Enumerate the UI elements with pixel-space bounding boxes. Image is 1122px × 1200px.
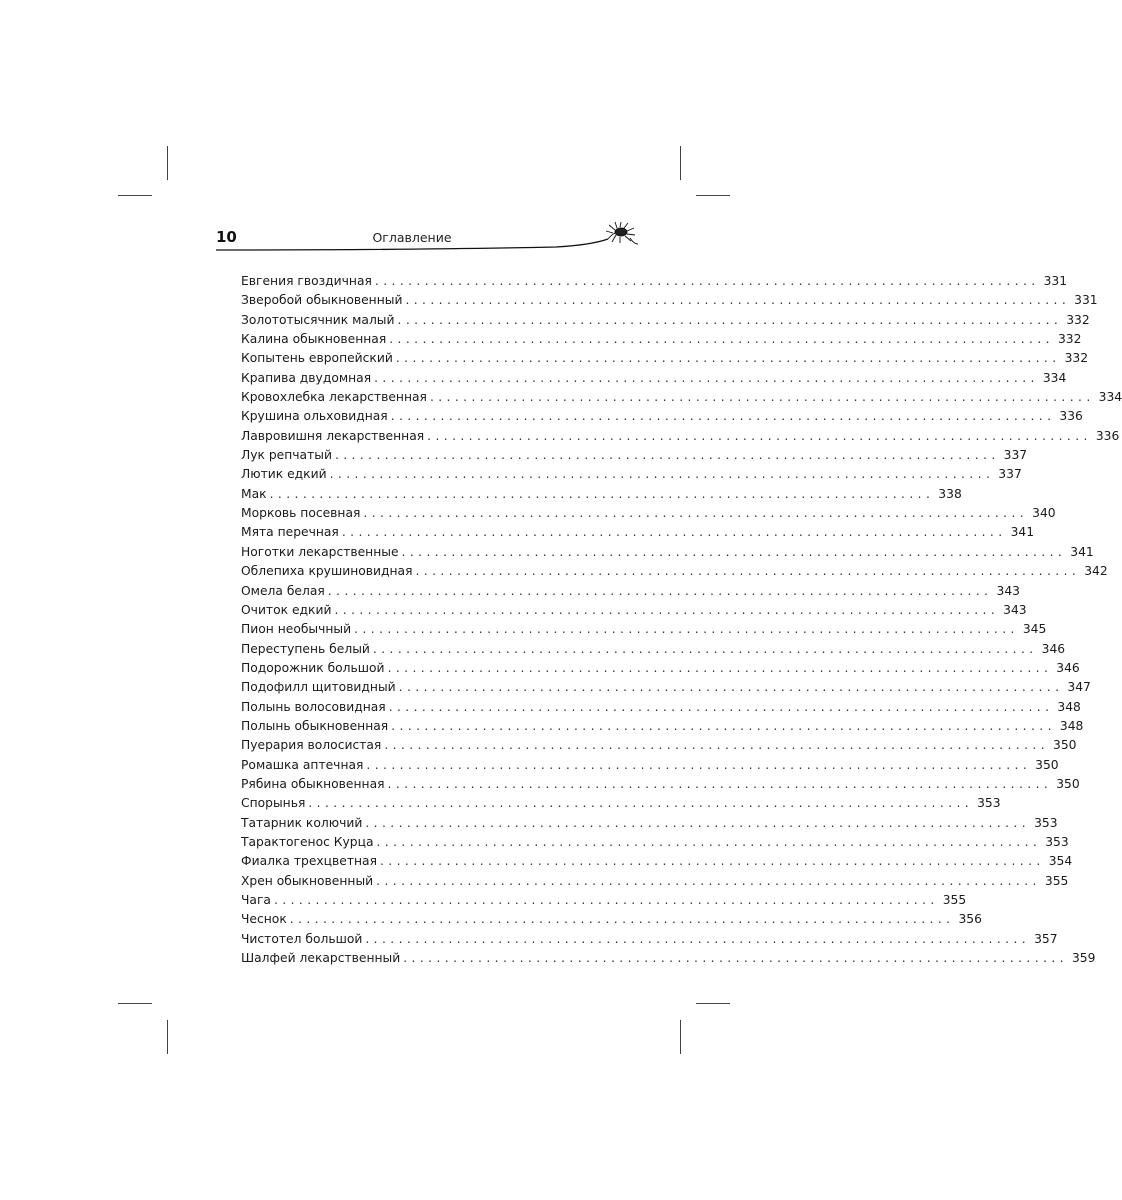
- dot-leader: ................................................................................: [376, 834, 1042, 849]
- toc-entry: [241, 272, 1068, 291]
- toc-entry-title: Морковь посевная: [241, 506, 361, 521]
- dot-leader: ................................................................................: [387, 660, 1053, 675]
- toc-entry: [241, 446, 1028, 465]
- dot-leader: ................................................................................: [289, 912, 955, 927]
- dot-leader: ................................................................................: [389, 332, 1054, 347]
- toc-entry: [241, 465, 1022, 484]
- toc-entry-page: 356: [958, 912, 982, 927]
- toc-entry-title: Омела белая: [241, 583, 325, 598]
- toc-entry-title: Зверобой обыкновенный: [241, 293, 403, 308]
- toc-entry: [241, 388, 1122, 407]
- dot-leader: ................................................................................: [372, 641, 1038, 656]
- toc-entry-title: Крапива двудомная: [241, 370, 372, 385]
- toc-entry-title: Евгения гвоздичная: [241, 274, 372, 288]
- dot-leader: ................................................................................: [334, 602, 1000, 617]
- page-number: 10: [216, 228, 237, 246]
- dot-leader: ................................................................................: [388, 699, 1054, 714]
- toc-entry: [241, 543, 1094, 562]
- dot-leader: ................................................................................: [384, 738, 1050, 753]
- toc-entry: [241, 369, 1067, 388]
- dot-leader: ................................................................................: [354, 622, 1019, 637]
- table-of-contents: [241, 272, 1122, 968]
- toc-entry-page: 348: [1057, 699, 1081, 714]
- toc-entry-title: Ноготки лекарственные: [241, 544, 399, 559]
- toc-entry-title: Калина обыкновенная: [241, 332, 387, 347]
- toc-entry-title: Чага: [241, 893, 271, 907]
- chamomile-icon: [606, 222, 638, 244]
- toc-entry-page: 346: [1056, 660, 1080, 675]
- toc-entry-title: Мята перечная: [241, 525, 339, 540]
- crop-mark: [167, 146, 168, 180]
- crop-mark: [167, 1020, 168, 1054]
- toc-entry-title: Лук репчатый: [241, 448, 332, 463]
- dot-leader: ................................................................................: [376, 873, 1041, 888]
- toc-entry: [241, 562, 1108, 581]
- toc-entry-page: 359: [1071, 951, 1096, 966]
- toc-entry-title: Крушина ольховидная: [241, 409, 388, 424]
- toc-entry: [241, 291, 1098, 310]
- toc-entry-page: 332: [1066, 312, 1090, 327]
- toc-entry: [241, 330, 1082, 349]
- toc-entry-title: Переступень белый: [241, 641, 370, 656]
- toc-entry: [241, 717, 1084, 736]
- toc-entry: [241, 407, 1083, 426]
- toc-entry-title: Тарактогенос Курца: [241, 834, 374, 849]
- dot-leader: ................................................................................: [405, 293, 1071, 308]
- dot-leader: ................................................................................: [366, 757, 1032, 772]
- toc-entry-page: 343: [1003, 602, 1027, 617]
- toc-entry: [241, 833, 1069, 852]
- toc-entry-page: 332: [1057, 332, 1082, 347]
- toc-entry-page: 346: [1041, 641, 1066, 656]
- toc-entry-title: Фиалка трехцветная: [241, 854, 377, 869]
- dot-leader: ................................................................................: [379, 854, 1045, 869]
- toc-entry: [241, 427, 1120, 446]
- page-header: [216, 222, 642, 256]
- toc-entry-page: 343: [996, 583, 1020, 598]
- dot-leader: ................................................................................: [395, 351, 1061, 366]
- toc-entry-page: 334: [1042, 370, 1067, 385]
- toc-entry: [241, 949, 1096, 968]
- toc-entry-title: Шалфей лекарственный: [241, 951, 401, 966]
- dot-leader: ................................................................................: [391, 718, 1056, 733]
- toc-entry: [241, 620, 1047, 639]
- toc-entry-title: Копытень европейский: [241, 351, 393, 366]
- toc-entry-title: Облепиха крушиновидная: [241, 564, 413, 579]
- dot-leader: ................................................................................: [427, 428, 1092, 443]
- crop-mark: [680, 146, 681, 180]
- dot-leader: ................................................................................: [327, 583, 993, 598]
- dot-leader: ................................................................................: [374, 370, 1039, 385]
- toc-entry: [241, 872, 1069, 891]
- toc-entry-page: 331: [1043, 274, 1068, 288]
- toc-entry: [241, 736, 1077, 755]
- toc-entry-title: Пуерария волосистая: [241, 738, 382, 753]
- toc-entry-page: 336: [1059, 409, 1083, 424]
- toc-entry-title: Спорынья: [241, 796, 306, 811]
- toc-entry-title: Полынь обыкновенная: [241, 718, 389, 733]
- dot-leader: ................................................................................: [415, 564, 1081, 579]
- toc-entry-page: 348: [1059, 718, 1084, 733]
- toc-entry: [241, 504, 1056, 523]
- dot-leader: ................................................................................: [374, 274, 1040, 288]
- dot-leader: ................................................................................: [390, 409, 1056, 424]
- toc-entry: [241, 311, 1090, 330]
- toc-entry-page: 355: [942, 893, 967, 907]
- toc-entry-page: 340: [1032, 506, 1056, 521]
- toc-entry-page: 342: [1084, 564, 1108, 579]
- toc-entry: [241, 678, 1091, 697]
- dot-leader: ................................................................................: [387, 776, 1053, 791]
- toc-entry-page: 334: [1098, 390, 1122, 405]
- toc-entry: [241, 794, 1001, 813]
- toc-entry-title: Золототысячник малый: [241, 312, 395, 327]
- toc-entry: [241, 775, 1080, 794]
- toc-entry-title: Татарник колючий: [241, 815, 363, 830]
- crop-mark: [118, 1003, 152, 1004]
- dot-leader: ................................................................................: [329, 467, 995, 482]
- toc-entry-title: Очиток едкий: [241, 602, 332, 617]
- dot-leader: ................................................................................: [403, 951, 1068, 966]
- toc-entry-title: Лавровишня лекарственная: [241, 428, 425, 443]
- toc-entry-page: 338: [938, 486, 962, 501]
- toc-entry: [241, 349, 1089, 368]
- toc-entry: [241, 640, 1066, 659]
- toc-entry: [241, 814, 1058, 833]
- toc-entry: [241, 582, 1020, 601]
- toc-entry-page: 345: [1022, 622, 1047, 637]
- toc-entry-page: 353: [1045, 834, 1069, 849]
- toc-entry-title: Кровохлебка лекарственная: [241, 390, 427, 405]
- toc-entry-page: 337: [1003, 448, 1028, 463]
- dot-leader: ................................................................................: [334, 448, 1000, 463]
- toc-entry-page: 347: [1067, 680, 1091, 695]
- toc-entry-page: 332: [1064, 351, 1089, 366]
- dot-leader: ................................................................................: [429, 390, 1095, 405]
- toc-entry-title: Пион необычный: [241, 622, 352, 637]
- toc-entry-page: 350: [1053, 738, 1077, 753]
- dot-leader: ................................................................................: [308, 796, 974, 811]
- toc-entry-title: Лютик едкий: [241, 467, 327, 482]
- toc-entry-title: Рябина обыкновенная: [241, 776, 385, 791]
- toc-entry: [241, 930, 1058, 949]
- toc-entry-page: 341: [1070, 544, 1094, 559]
- toc-entry-title: Полынь волосовидная: [241, 699, 386, 714]
- dot-leader: ................................................................................: [341, 525, 1007, 540]
- dot-leader: ................................................................................: [365, 931, 1031, 946]
- dot-leader: ................................................................................: [363, 506, 1029, 521]
- toc-entry-title: Чеснок: [241, 912, 287, 927]
- toc-entry: [241, 601, 1027, 620]
- toc-entry-title: Ромашка аптечная: [241, 757, 364, 772]
- toc-entry: [241, 756, 1059, 775]
- toc-entry-page: 354: [1048, 854, 1073, 869]
- toc-entry-page: 353: [1034, 815, 1058, 830]
- toc-entry-page: 350: [1056, 776, 1080, 791]
- toc-entry: [241, 910, 982, 929]
- dot-leader: ................................................................................: [273, 893, 939, 907]
- toc-entry-title: Мак: [241, 486, 267, 501]
- crop-mark: [696, 1003, 730, 1004]
- dot-leader: ................................................................................: [397, 312, 1063, 327]
- dot-leader: ................................................................................: [365, 815, 1031, 830]
- toc-entry: [241, 523, 1035, 542]
- toc-entry-title: Хрен обыкновенный: [241, 873, 374, 888]
- toc-entry: [241, 659, 1080, 678]
- dot-leader: ................................................................................: [269, 486, 935, 501]
- toc-entry-title: Подорожник большой: [241, 660, 385, 675]
- crop-mark: [696, 195, 730, 196]
- crop-mark: [118, 195, 152, 196]
- dot-leader: ................................................................................: [401, 544, 1067, 559]
- dot-leader: ................................................................................: [398, 680, 1064, 695]
- toc-entry: [241, 698, 1081, 717]
- toc-entry-title: Подофилл щитовидный: [241, 680, 396, 695]
- toc-entry: [241, 852, 1073, 871]
- toc-entry-page: 336: [1095, 428, 1120, 443]
- crop-mark: [680, 1020, 681, 1054]
- toc-entry-page: 337: [998, 467, 1022, 482]
- toc-entry: [241, 891, 967, 910]
- toc-entry-page: 341: [1010, 525, 1035, 540]
- toc-entry: [241, 485, 962, 504]
- toc-entry-page: 350: [1035, 757, 1059, 772]
- toc-entry-page: 357: [1034, 931, 1058, 946]
- running-head-title: Оглавление: [372, 230, 452, 245]
- toc-entry-page: 353: [977, 796, 1001, 811]
- toc-entry-page: 355: [1044, 873, 1069, 888]
- toc-entry-title: Чистотел большой: [241, 931, 363, 946]
- toc-entry-page: 331: [1074, 293, 1098, 308]
